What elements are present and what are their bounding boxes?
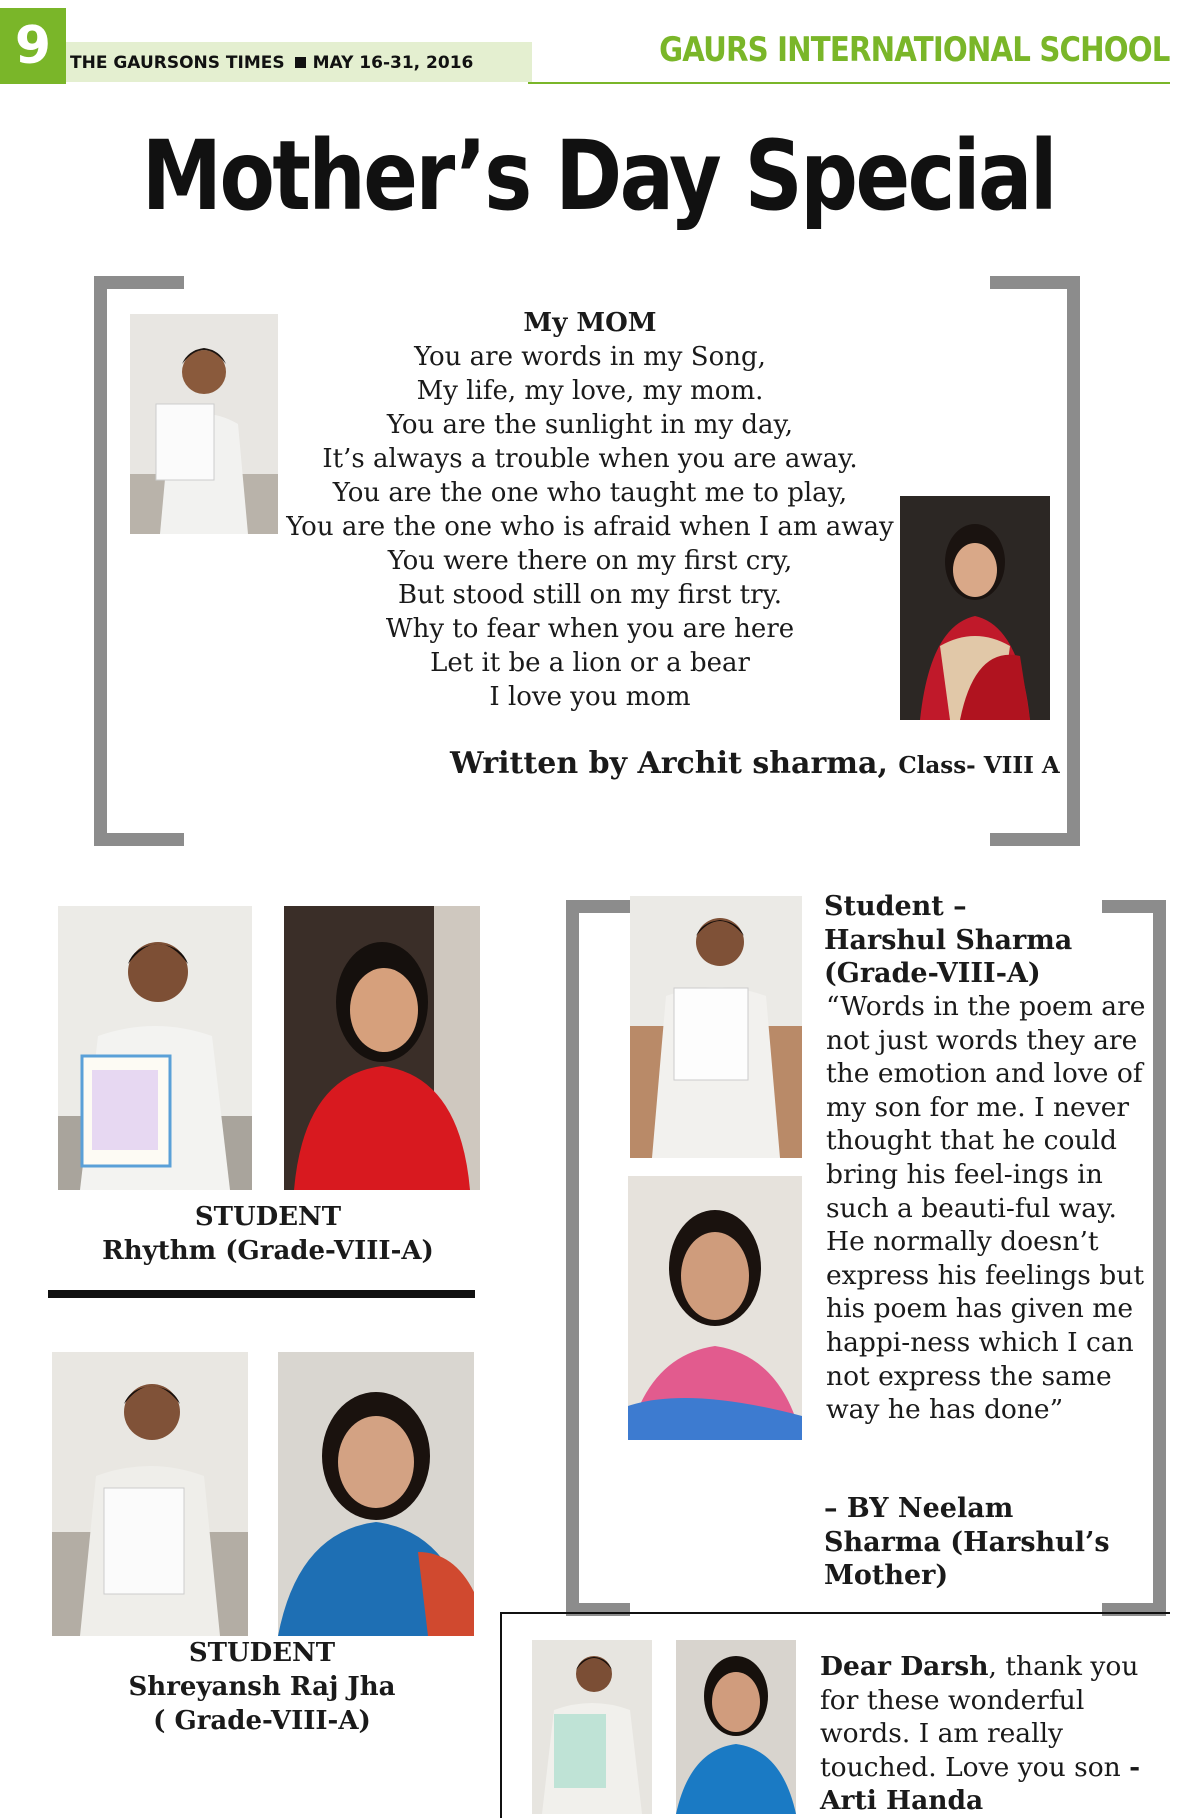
caption-name: Rhythm (Grade-VIII-A): [102, 1236, 434, 1266]
harshul-label-3: (Grade-VIII-A): [824, 958, 1041, 990]
square-bullet-icon: [295, 57, 306, 68]
darsh-signature: - Arti Handa: [820, 1751, 1141, 1817]
photo-archit-mother: [900, 496, 1050, 720]
darsh-message: [820, 1650, 1170, 1818]
harshul-label-2: Harshul Sharma: [824, 924, 1073, 956]
harshul-mother-quote: “Words in the poem are not just words they are the emotion and love of my son for me. I never thought that he could bring his feel-ings in such a beauti-ful way. He normally doesn’t express his feelings but his poem has given me happi-ness which I can not express the same way he has done”: [826, 991, 1146, 1426]
poem-line: Why to fear when you are here: [385, 614, 795, 644]
page-number: 9: [0, 8, 66, 84]
harshul-quote-attribution: – BY Neelam Sharma (Harshul’s Mother): [824, 1493, 1110, 1592]
photo-harshul-mother: [628, 1176, 802, 1440]
photo-harshul-student: [630, 896, 802, 1158]
poem-line: But stood still on my first try.: [397, 580, 783, 610]
caption-grade: ( Grade-VIII-A): [153, 1706, 371, 1736]
photo-rhythm-student: [58, 906, 252, 1190]
photo-shreyansh-mother: [278, 1352, 474, 1636]
caption-rhythm: [58, 1200, 478, 1268]
caption-label: STUDENT: [188, 1638, 336, 1668]
poem-line: You were there on my first cry,: [387, 546, 793, 576]
caption-shreyansh: [52, 1636, 472, 1738]
poem-line: Let it be a lion or a bear: [430, 648, 750, 678]
poem-line: It’s always a trouble when you are away.: [322, 444, 858, 474]
photo-darsh-student: [532, 1640, 652, 1814]
poem-line: You are the one who is afraid when I am away: [286, 512, 894, 542]
section-divider: [48, 1290, 475, 1298]
photo-shreyansh-student: [52, 1352, 248, 1636]
caption-name: Shreyansh Raj Jha: [128, 1672, 396, 1702]
box-rule-left: [500, 1612, 502, 1818]
header-rule: [528, 82, 1170, 84]
page-title: Mother’s Day Special: [141, 120, 1056, 232]
photo-rhythm-mother: [284, 906, 480, 1190]
harshul-label: [824, 890, 1154, 991]
caption-label: STUDENT: [194, 1202, 342, 1232]
left-bracket: [566, 900, 630, 1616]
photo-archit-student: [130, 314, 278, 534]
poem-line: My life, my love, my mom.: [416, 376, 764, 406]
poem-line: You are words in my Song,: [414, 342, 766, 372]
photo-darsh-mother: [676, 1640, 796, 1814]
poem-line: I love you mom: [489, 682, 691, 712]
newspaper-name: THE GAURSONS TIMES: [70, 53, 285, 73]
darsh-text: , thank you for these wonderful words. I am really touched. Love you son: [820, 1651, 1139, 1783]
school-name: GAURS INTERNATIONAL SCHOOL: [659, 30, 1170, 70]
darsh-greeting: Dear Darsh: [820, 1651, 989, 1682]
poem-line: You are the sunlight in my day,: [386, 410, 794, 440]
poem: [270, 306, 910, 714]
box-rule-top: [500, 1612, 1170, 1614]
harshul-label-1: Student –: [824, 891, 967, 922]
byline-class: Class- VIII A: [898, 752, 1060, 779]
issue-date: MAY 16-31, 2016: [312, 53, 474, 73]
byline-author: Written by Archit sharma,: [450, 746, 888, 781]
masthead-bar: [66, 42, 532, 82]
poem-byline: [450, 746, 1060, 781]
poem-title: My MOM: [523, 308, 657, 338]
poem-line: You are the one who taught me to play,: [332, 478, 848, 508]
